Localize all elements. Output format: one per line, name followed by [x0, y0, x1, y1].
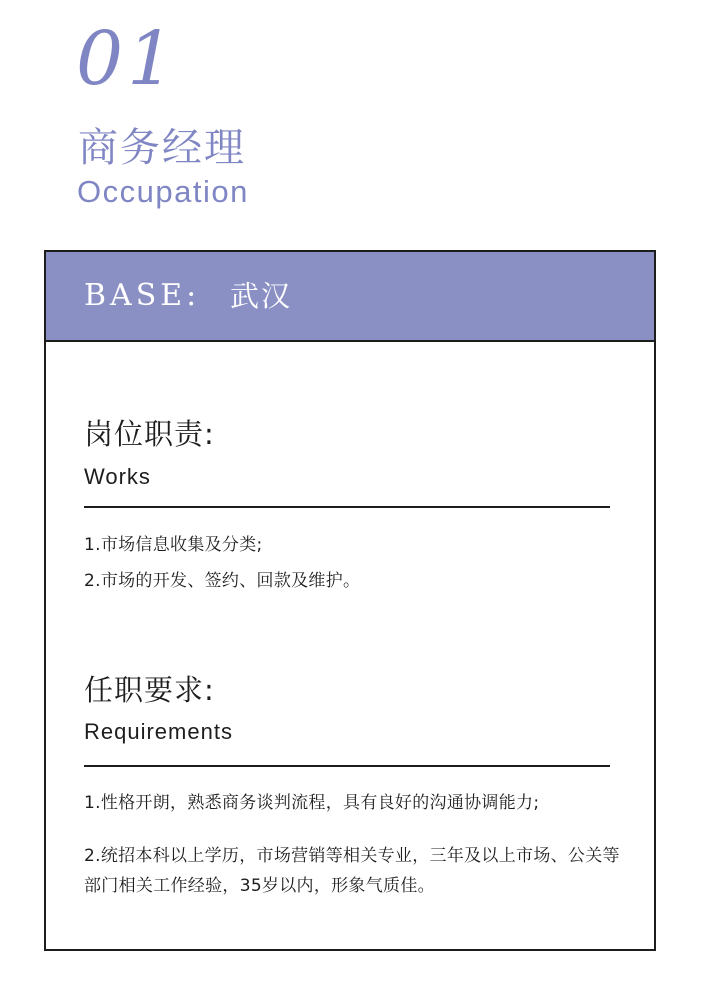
works-subtitle: Works: [84, 464, 151, 489]
works-item-1: 1.市场信息收集及分类;: [84, 535, 263, 555]
works-item-2: 2.市场的开发、签约、回款及维护。: [84, 571, 361, 591]
requirements-subtitle: Requirements: [84, 719, 233, 744]
page-title: 商务经理: [78, 125, 246, 171]
works-title: 岗位职责:: [84, 417, 215, 451]
section-number: 01: [76, 16, 179, 102]
requirements-item-1: 1.性格开朗，熟悉商务谈判流程，具有良好的沟通协调能力;: [84, 793, 540, 813]
page-subtitle: Occupation: [77, 174, 249, 209]
base-location: 武汉: [230, 279, 293, 313]
base-label: BASE:: [84, 278, 201, 313]
job-card: [44, 250, 656, 951]
base-header: [46, 252, 654, 342]
works-divider: [84, 506, 610, 508]
requirements-divider: [84, 765, 610, 767]
requirements-item-2: 2.统招本科以上学历，市场营销等相关专业，三年及以上市场、公关等部门相关工作经验，35岁以内，形象气质佳。: [84, 846, 620, 896]
requirements-title: 任职要求:: [84, 673, 215, 707]
